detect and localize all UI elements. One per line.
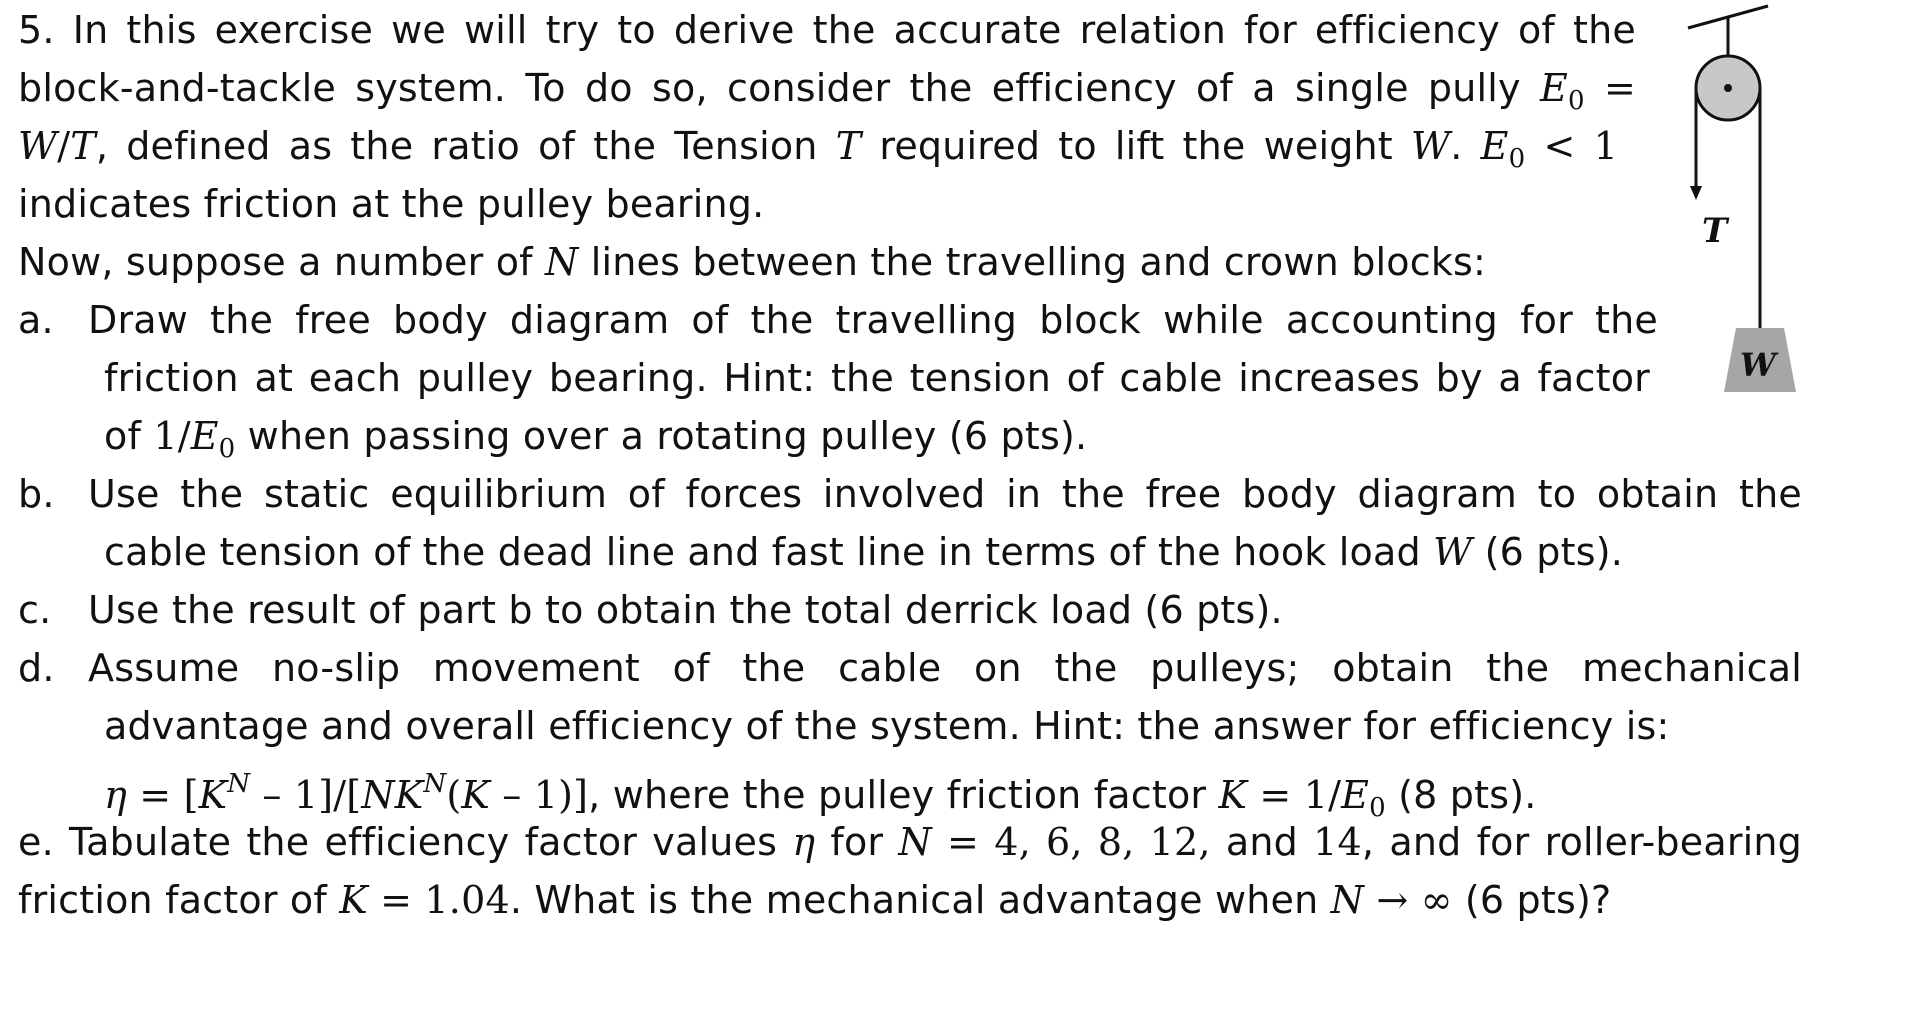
tension-symbol-2: T [835,124,862,168]
part-e-text-2a: friction factor of [18,878,340,922]
intro-line-3 [18,122,1618,183]
subscript-zero: 0 [1567,86,1585,116]
k-value: = 1.04 [367,878,510,922]
part-d-text-1: Assume no-slip movement of the cable on the pulleys; obtain the mechanical [88,646,1802,690]
part-a-line-3 [104,412,1087,473]
k-symbol-1: K [198,773,228,817]
intro-line-2 [18,64,1636,125]
subscript-zero-3: 0 [218,434,236,464]
part-a-text-2: friction at each pulley bearing. Hint: the tension of cable increases by a factor [104,356,1650,400]
efficiency-symbol-4: E [1341,773,1370,817]
intro-line-4 [18,180,764,228]
tension-arrow-icon [1690,186,1702,200]
less-than-one: < 1 [1525,124,1618,168]
weight-symbol: W [18,124,58,168]
intro-text-3b: required to lift the weight [861,124,1412,168]
n-symbol: N [898,820,932,864]
part-b-text-2b: (6 pts). [1472,530,1624,574]
weight-label: W [1740,346,1776,384]
pulley-diagram [1648,0,1808,400]
intro-line-5 [18,238,1486,286]
intro-text-3c: . [1450,124,1481,168]
part-e-text-2b: . What is the mechanical advantage when [509,878,1331,922]
lines-symbol: N [545,240,579,284]
part-e-text-1c: and [1210,820,1314,864]
formula-part-4: – 1)] [489,773,589,817]
superscript-n-2: N [423,769,447,799]
part-b-line-2 [104,528,1623,576]
efficiency-symbol-2: E [1480,124,1509,168]
intro-text-1: 5. In this exercise we will try to derive the accurate relation for efficiency of the [18,8,1636,52]
part-a-text-3a: of [104,414,154,458]
efficiency-symbol: E [1540,66,1568,110]
part-d-text-2: advantage and overall efficiency of the system. Hint: the answer for efficiency is: [104,704,1670,748]
subscript-zero-2: 0 [1508,144,1526,174]
superscript-n-1: N [227,769,251,799]
n-values: = 4, 6, 8, 12, [931,820,1211,864]
equals-sign: = [1584,66,1636,110]
part-d-label: d. [18,646,55,690]
intro-text-5b: lines between the travelling and crown blocks: [578,240,1487,284]
part-a-line-1 [18,296,1658,344]
part-d-line-2 [104,702,1670,750]
formula-part-1: = [ [126,773,199,817]
intro-text-2: block-and-tackle system. To do so, consider the efficiency of a single pully [18,66,1540,110]
weight-symbol-2: W [1411,124,1451,168]
part-b-text-2a: cable tension of the dead line and fast line in terms of the hook load [104,530,1434,574]
n-symbol-2: N [1330,878,1365,922]
k-symbol-4: K [339,878,368,922]
pulley-axle [1724,84,1732,92]
arrow-infinity: → ∞ [1364,878,1453,922]
part-e-text-1d: , and for roller-bearing [1361,820,1803,864]
part-e-label: e. [18,820,54,864]
part-d-text-3b: , where the pulley friction factor [588,773,1219,817]
tension-label: T [1702,211,1728,251]
part-d-text-3c: (8 pts). [1385,773,1537,817]
intro-line-1 [18,6,1636,54]
part-e-line-2 [18,876,1611,924]
part-e-text-1b: for [815,820,899,864]
part-a-label: a. [18,298,54,342]
part-c-line-1 [18,586,1283,634]
part-c-label: c. [18,588,52,632]
tension-symbol: T [70,124,96,168]
part-a-line-2 [104,354,1650,402]
part-a-text-3b: when passing over a rotating pulley (6 pts). [235,414,1088,458]
k-symbol-3: K [1218,773,1248,817]
part-b-label: b. [18,472,55,516]
part-e-text-1a: Tabulate the efficiency factor values [53,820,793,864]
slash: / [57,124,71,168]
hook-load-symbol: W [1433,530,1473,574]
intro-text-4: indicates friction at the pulley bearing. [18,182,765,226]
part-a-text-1: Draw the free body diagram of the travelling block while accounting for the [88,298,1658,342]
part-b-text-1: Use the static equilibrium of forces involved in the free body diagram to obtain the [88,472,1802,516]
part-d-line-1 [18,644,1802,692]
part-e-text-2c: (6 pts)? [1452,878,1612,922]
part-e-line-1 [18,818,1802,866]
subscript-zero-4: 0 [1369,793,1386,823]
efficiency-symbol-3: E [190,414,219,458]
formula-part-3: ( [446,773,462,817]
part-b-line-1 [18,470,1802,518]
fraction-one-over: 1/ [153,414,191,458]
formula-part-2: – 1]/[ [250,773,362,817]
n-value-14: 14 [1313,820,1362,864]
nk-symbol: NK [361,773,424,817]
part-c-text-1: Use the result of part b to obtain the total derrick load (6 pts). [88,588,1283,632]
k-symbol-2: K [461,773,490,817]
intro-text-5a: Now, suppose a number of [18,240,545,284]
intro-text-3a: , defined as the ratio of the Tension [95,124,836,168]
eta-symbol: η [104,773,127,817]
eta-symbol-2: η [792,820,816,864]
formula-part-5: = 1/ [1247,773,1342,817]
